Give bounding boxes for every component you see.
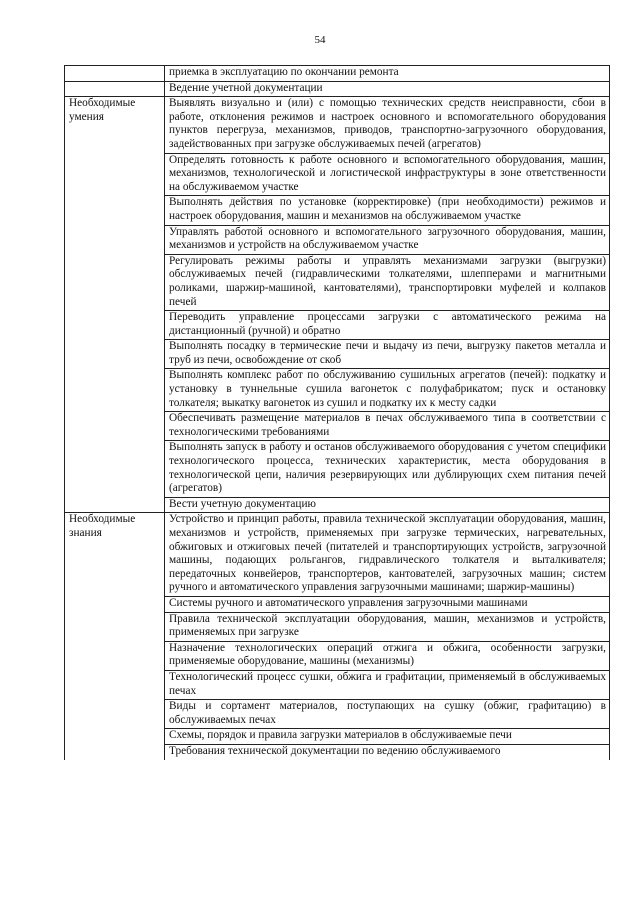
page-number: 54: [314, 34, 326, 46]
knowledge-item: Устройство и принцип работы, правила технической эксплуатации оборудования, машин, механизмов и устройств, применяемых при загрузке термических, нагревательных, обжиговых и отжиговых печей (питателей и транспортирующих устройств, загрузочной машины, подающих рольгангов, гидравлического толкателя и выталкивателя; передаточных конвейеров, транспортеров, кантователей, загрузочных машин; систем ручного и автоматического управления загрузочными машинами; шаржир-машины): [165, 513, 610, 597]
section-label-skills: Необходимые умения: [65, 97, 165, 513]
label-cell-empty: [65, 81, 165, 97]
skill-item: Управлять работой основного и вспомогательного загрузочного оборудования, машин, механизмов и устройств на обслуживаемом участке: [165, 225, 610, 254]
knowledge-item: Схемы, порядок и правила загрузки материалов в обслуживаемые печи: [165, 729, 610, 745]
item-cell: Ведение учетной документации: [165, 81, 610, 97]
skill-item: Выявлять визуально и (или) с помощью технических средств неисправности, сбои в работе, отклонения режимов и настроек основного и вспомогательного оборудования пунктов перегруза, механизмов, приводов, транспортно-загрузочного оборудования, задействованных при загрузке обслуживаемых печей (агрегатов): [165, 97, 610, 153]
skill-item: Выполнять посадку в термические печи и выдачу из печи, выгрузку пакетов металла и труб из печи, освобождение от скоб: [165, 340, 610, 369]
skill-item: Переводить управление процессами загрузки с автоматического режима на дистанционный (ручной) и обратно: [165, 311, 610, 340]
knowledge-item: Технологический процесс сушки, обжига и графитации, применяемый в обслуживаемых печах: [165, 670, 610, 699]
requirements-table: [64, 65, 610, 760]
section-label-knowledge: Необходимые знания: [65, 513, 165, 760]
knowledge-item: Требования технической документации по ведению обслуживаемого: [165, 744, 610, 760]
knowledge-item: Правила технической эксплуатации оборудования, машин, механизмов и устройств, применяемых при загрузке: [165, 612, 610, 641]
table-row: [65, 97, 610, 153]
skill-item: Регулировать режимы работы и управлять механизмами загрузки (выгрузки) обслуживаемых печей (гидравлическими толкателями, шлепперами и магнитными роликами, шаржир-машиной, кантователями), транспортировки муфелей и колпаков печей: [165, 254, 610, 310]
knowledge-item: Системы ручного и автоматического управления загрузочными машинами: [165, 596, 610, 612]
item-cell: приемка в эксплуатацию по окончании ремонта: [165, 66, 610, 82]
knowledge-item: Виды и сортамент материалов, поступающих на сушку (обжиг, графитацию) в обслуживаемых печах: [165, 700, 610, 729]
table-row: [65, 81, 610, 97]
table-row: [65, 66, 610, 82]
table-row: [65, 513, 610, 597]
knowledge-item: Назначение технологических операций отжига и обжига, особенности загрузки, применяемые оборудование, машины (механизмы): [165, 641, 610, 670]
skill-item: Выполнять действия по установке (корректировке) (при необходимости) режимов и настроек оборудования, машин и механизмов на обслуживаемом участке: [165, 196, 610, 225]
label-cell-empty: [65, 66, 165, 82]
skill-item: Вести учетную документацию: [165, 497, 610, 513]
skill-item: Выполнять запуск в работу и останов обслуживаемого оборудования с учетом специфики технологического процесса, технических характеристик, места оборудования в технологической цепи, наличия резервирующих или дублирующих схем питания печей (агрегатов): [165, 441, 610, 497]
skill-item: Выполнять комплекс работ по обслуживанию сушильных агрегатов (печей): подкатку и установку в туннельные сушила вагонеток с полуфабрикатом; пуск и остановку толкателя; выкатку вагонеток из сушил и подкатку их к месту садки: [165, 369, 610, 412]
skill-item: Обеспечивать размещение материалов в печах обслуживаемого типа в соответствии с технологическими требованиями: [165, 412, 610, 441]
skill-item: Определять готовность к работе основного и вспомогательного оборудования, машин, механизмов, технологической и логистической инфраструктуры в зоне ответственности на обслуживаемом участке: [165, 153, 610, 196]
